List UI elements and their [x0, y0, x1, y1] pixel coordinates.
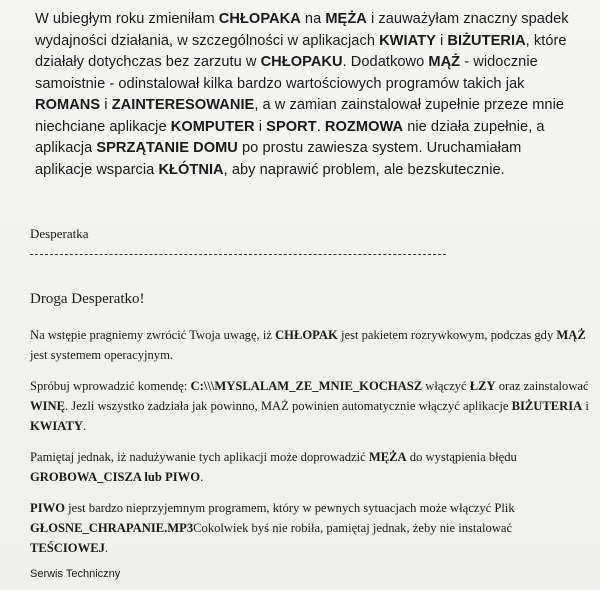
reply-paragraph-2: Spróbuj wprowadzić komendę: C:\\\MYSLALAM_ZE_MNIE_KOCHASZ włączyć ŁZY oraz zainstalować WINĘ. Jezli wszystko zadziała jak powinno, MAŻ powinien automatycznie włączyć aplikacje BIŻUTERIA i KWIATY. — [30, 379, 589, 433]
keyword: ROZMOWA — [324, 118, 404, 135]
keyword: KWIATY — [379, 32, 436, 49]
keyword: ŁZY — [469, 379, 496, 393]
keyword: KWIATY — [30, 419, 83, 433]
reply-paragraph-3: Pamiętaj jednak, iż nadużywanie tych aplikacji może doprowadzić MĘŻA do wystąpienia błędu GROBOWA_CISZA lub PIWO. — [30, 450, 517, 484]
keyword: GŁOSNE_CHRAPANIE.MP3 — [30, 521, 194, 535]
dashed-divider — [30, 254, 446, 255]
command: C:\\\MYSLALAM_ZE_MNIE_KOCHASZ — [190, 379, 423, 393]
keyword: MĄŻ — [428, 54, 461, 70]
keyword: PIWO — [30, 501, 65, 515]
keyword: KOMPUTER — [170, 118, 255, 135]
signature-serwis-techniczny: Serwis Techniczny — [30, 568, 121, 580]
complaint-text: W ubiegłym roku zmieniłam CHŁOPAKA na MĘŻA i zauważyłam znaczny spadek wydajności działania, w szczególności w aplikacjach KWIATY i BIŻUTERIA, które działały dotychczas bez zarzutu w CHŁOPAKU. Dodatkowo MĄŻ - widocznie samoistnie - odinstalował kilka bardzo wartościowych programów takich jak ROMANS i ZAINTERESOWANIE, a w zamian zainstalował zupełnie przeze mnie niechciane aplikacje KOMPUTER i SPORT. ROZMOWA nie działa zupełnie, a aplikacja SPRZĄTANIE DOMU po prostu zawiesza system. Uruchamiałam aplikacje wsparcia KŁÓTNIA, aby naprawić problem, ale bezskutecznie. — [35, 11, 569, 178]
reply-section — [30, 290, 590, 569]
keyword: TEŚCIOWEJ — [30, 541, 105, 555]
signature-desperatka: Desperatka — [30, 226, 89, 241]
keyword: CHŁOPAK — [275, 328, 338, 342]
keyword: ZAINTERESOWANIE — [111, 97, 255, 113]
reply-paragraph-4: PIWO jest bardzo nieprzyjemnym programem, który w pewnych sytuacjach może włączyć Plik GŁOSNE_CHRAPANIE.MP3Cokolwiek byś nie robiła, pamiętaj jednak, żeby nie instalować TEŚCIOWEJ. — [30, 501, 515, 555]
keyword: MĘŻA — [325, 11, 367, 27]
keyword: SPRZĄTANIE DOMU — [96, 140, 238, 156]
keyword: KŁÓTNIA — [158, 161, 224, 178]
keyword: MĄŻ — [556, 328, 586, 342]
keyword: WINĘ — [30, 399, 65, 413]
keyword: MĘŻA — [368, 450, 407, 464]
reply-paragraph-1: Na wstępie pragniemy zwrócić Twoja uwagę, iż CHŁOPAK jest pakietem rozrywkowym, podczas gdy MĄŻ jest systemem operacyjnym. — [30, 328, 586, 362]
keyword: CHŁOPAKU — [260, 54, 343, 70]
keyword: BIŻUTERIA — [447, 32, 526, 49]
keyword: SPORT — [266, 118, 317, 135]
keyword: ROMANS — [35, 97, 101, 113]
reply-greeting: Droga Desperatko! — [30, 291, 145, 307]
keyword: BIŻUTERIA — [511, 399, 583, 413]
keyword: GROBOWA_CISZA lub PIWO — [30, 470, 201, 484]
keyword: CHŁOPAKA — [218, 11, 301, 27]
complaint-paragraph — [30, 9, 575, 181]
